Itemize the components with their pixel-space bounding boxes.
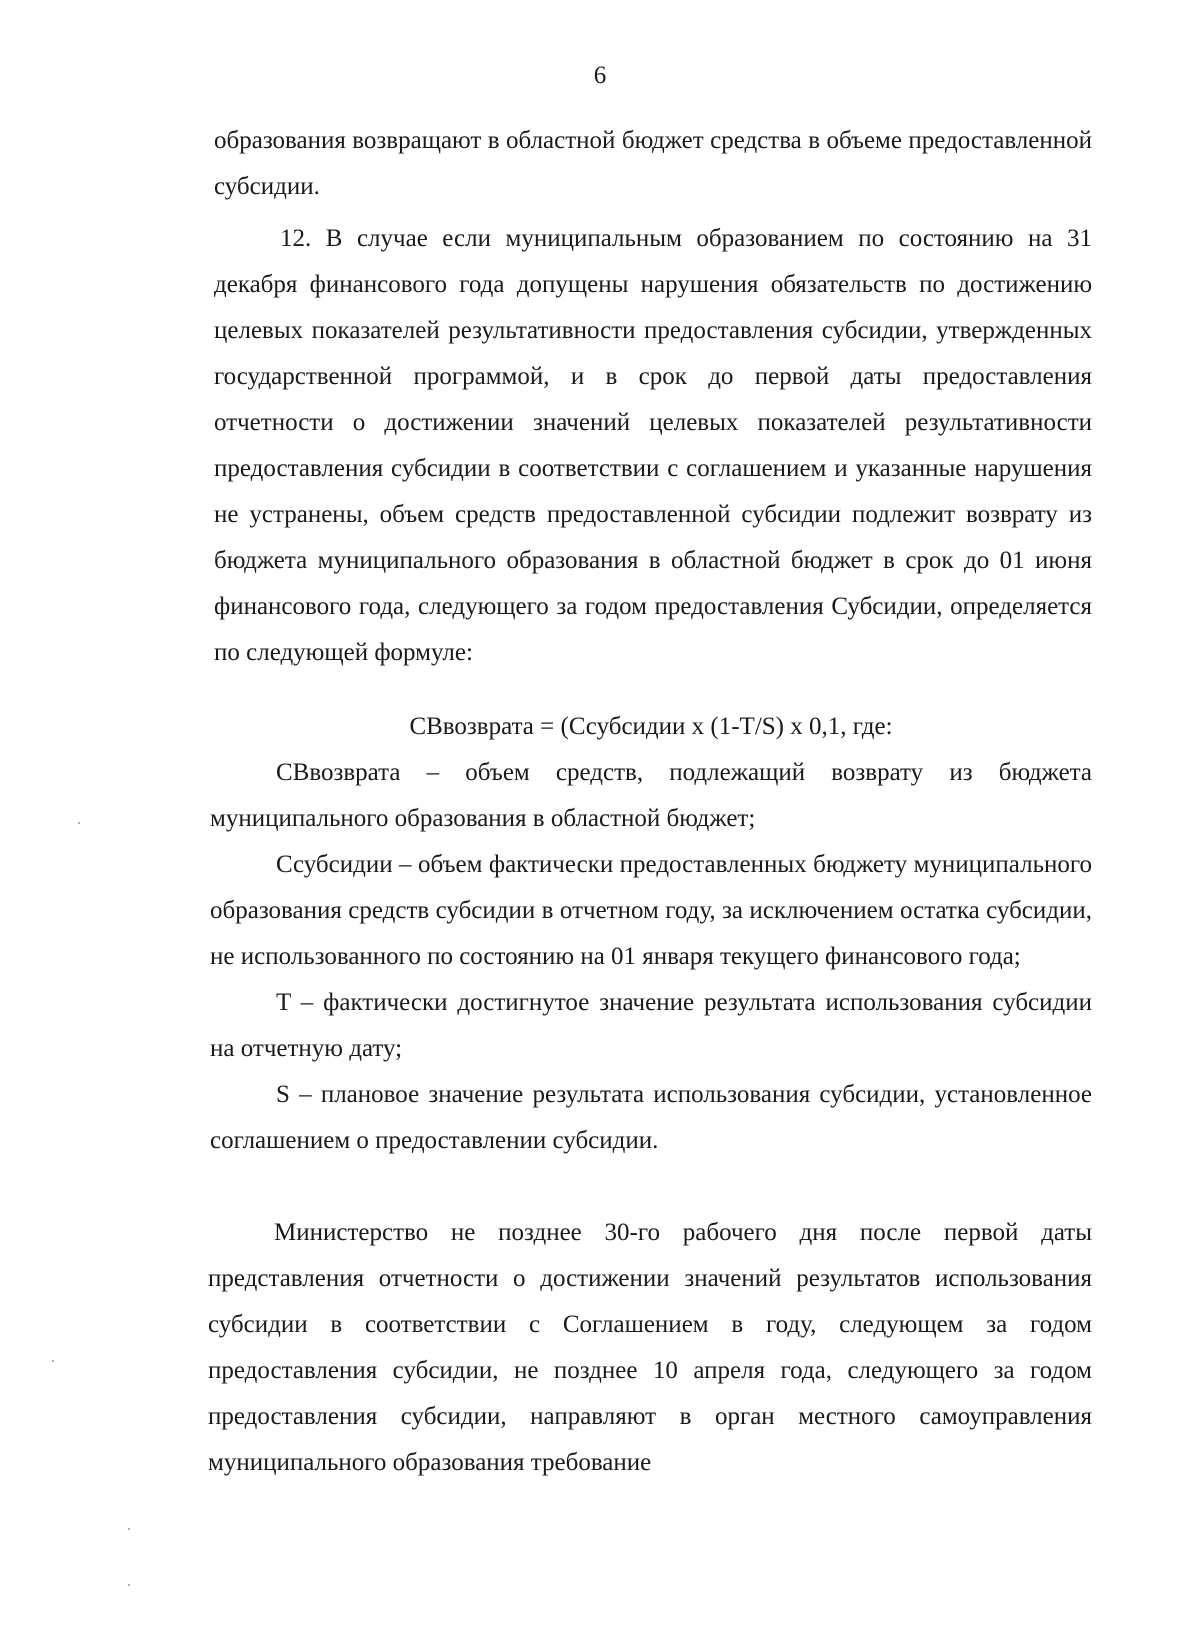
paragraph-ministry: Министерство не позднее 30-го рабочего дня после первой даты представления отчетности о достижении значений результатов использования субсидии в соответствии с Соглашением в году, следующем за годом предоставления субсидии, не позднее 10 апреля года, следующего за годом предоставления субсидии, направляют в орган местного самоуправления муниципального образования требование bbox=[208, 1219, 1092, 1476]
definition-t: T – фактически достигнутое значение результата использования субсидии на отчетную дату; bbox=[210, 989, 1092, 1062]
scan-speck bbox=[128, 1584, 130, 1586]
definition-s: S – плановое значение результата использования субсидии, установленное соглашением о предоставлении субсидии. bbox=[210, 1081, 1092, 1154]
formula-line: СВвозврата = (Ссубсидии х (1-T/S) х 0,1, где: bbox=[409, 713, 893, 740]
scan-speck bbox=[78, 822, 80, 824]
scan-speck bbox=[128, 1528, 130, 1530]
paragraph-clause-12: 12. В случае если муниципальным образованием по состоянию на 31 декабря финансового года допущены нарушения обязательств по достижению целевых показателей результативности предоставления субсидии, утвержденных государственной программой, и в срок до первой даты предоставления отчетности о достижении значений целевых показателей результативности предоставления субсидии в соответствии с соглашением и указанные нарушения не устранены, объем средств предоставленной субсидии подлежит возврату из бюджета муниципального образования в областной бюджет в срок до 01 июня финансового года, следующего за годом предоставления Субсидии, определяется по следующей формуле: bbox=[214, 225, 1092, 666]
text-block-formula bbox=[210, 704, 1092, 1164]
text-block-continuation bbox=[214, 118, 1092, 210]
scan-speck bbox=[52, 1360, 54, 1362]
definition-s-subsidy: Ссубсидии – объем фактически предоставленных бюджету муниципального образования средств субсидии в отчетном году, за исключением остатка субсидии, не использованного по состоянию на 01 января текущего финансового года; bbox=[210, 851, 1092, 970]
definition-sv-return: СВвозврата – объем средств, подлежащий возврату из бюджета муниципального образования в областной бюджет; bbox=[210, 759, 1092, 832]
paragraph-continuation: образования возвращают в областной бюджет средства в объеме предоставленной субсидии. bbox=[214, 127, 1092, 200]
text-block-clause-12 bbox=[214, 216, 1092, 676]
page-number: 6 bbox=[593, 62, 607, 89]
text-block-ministry bbox=[208, 1210, 1092, 1486]
